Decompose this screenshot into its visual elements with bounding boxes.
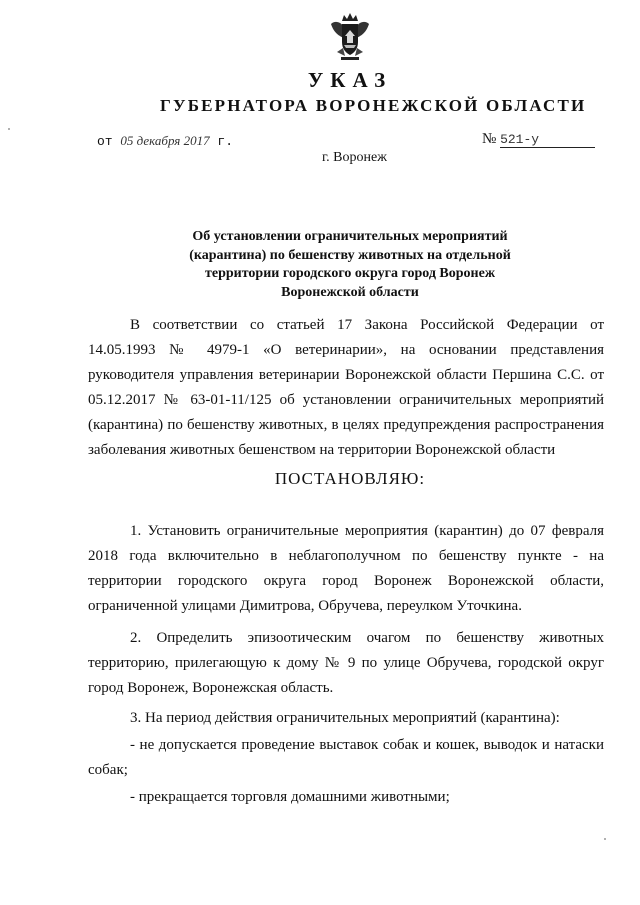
date-suffix: г.	[217, 134, 234, 149]
decree-date	[97, 133, 233, 149]
scan-speck	[8, 128, 10, 130]
number-value: 521-у	[500, 132, 595, 148]
date-prefix: от	[97, 134, 113, 149]
decree-number	[482, 131, 595, 148]
decree-item-2: 2. Определить эпизоотическим очагом по бешенству животных территорию, прилегающую к дому № 9 по улице Обручева, городской округ город Воронеж, Воронежская область.	[88, 630, 604, 696]
decree-title: УКАЗ	[307, 68, 393, 92]
decree-item-1: 1. Установить ограничительные мероприятия (карантин) до 07 февраля 2018 года включительно в неблагополучном по бешенству пункте - на территории городского округа город Воронеж Воронежской области, ограниченной улицами Димитрова, Обручева, переулком Уточкина.	[88, 523, 604, 614]
decree-item-3: 3. На период действия ограничительных мероприятий (карантина):	[130, 710, 560, 726]
preamble-paragraph: В соответствии со статьей 17 Закона Российской Федерации от 14.05.1993 № 4979-1 «О ветеринарии», на основании представления руководителя управления ветеринарии Воронежской области Першина С.С. от 05.12.2017 № 63-01-11/125 об установлении ограничительных мероприятий (карантина) по бешенству животных, в целях предупреждения распространения заболевания животных бешенством на территории Воронежской области	[88, 317, 604, 458]
decree-city: г. Воронеж	[322, 150, 387, 165]
decree-issuer: ГУБЕРНАТОРА ВОРОНЕЖСКОЙ ОБЛАСТИ	[160, 96, 587, 115]
restriction-bullet-2: - прекращается торговля домашними животными;	[130, 789, 450, 805]
restriction-bullet-1: - не допускается проведение выставок собак и кошек, выводок и натаски собак;	[88, 737, 604, 778]
decree-keyword: ПОСТАНОВЛЯЮ:	[274, 469, 426, 488]
date-value: 05 декабря 2017	[120, 133, 210, 148]
voronezh-coat-of-arms-icon	[327, 12, 373, 62]
scan-speck	[604, 838, 606, 840]
number-prefix: №	[482, 131, 497, 147]
decree-subject: Об установлении ограничительных мероприятий (карантина) по бешенству животных на отдельной территории городского округа город Воронеж Воронежской области	[189, 229, 511, 300]
